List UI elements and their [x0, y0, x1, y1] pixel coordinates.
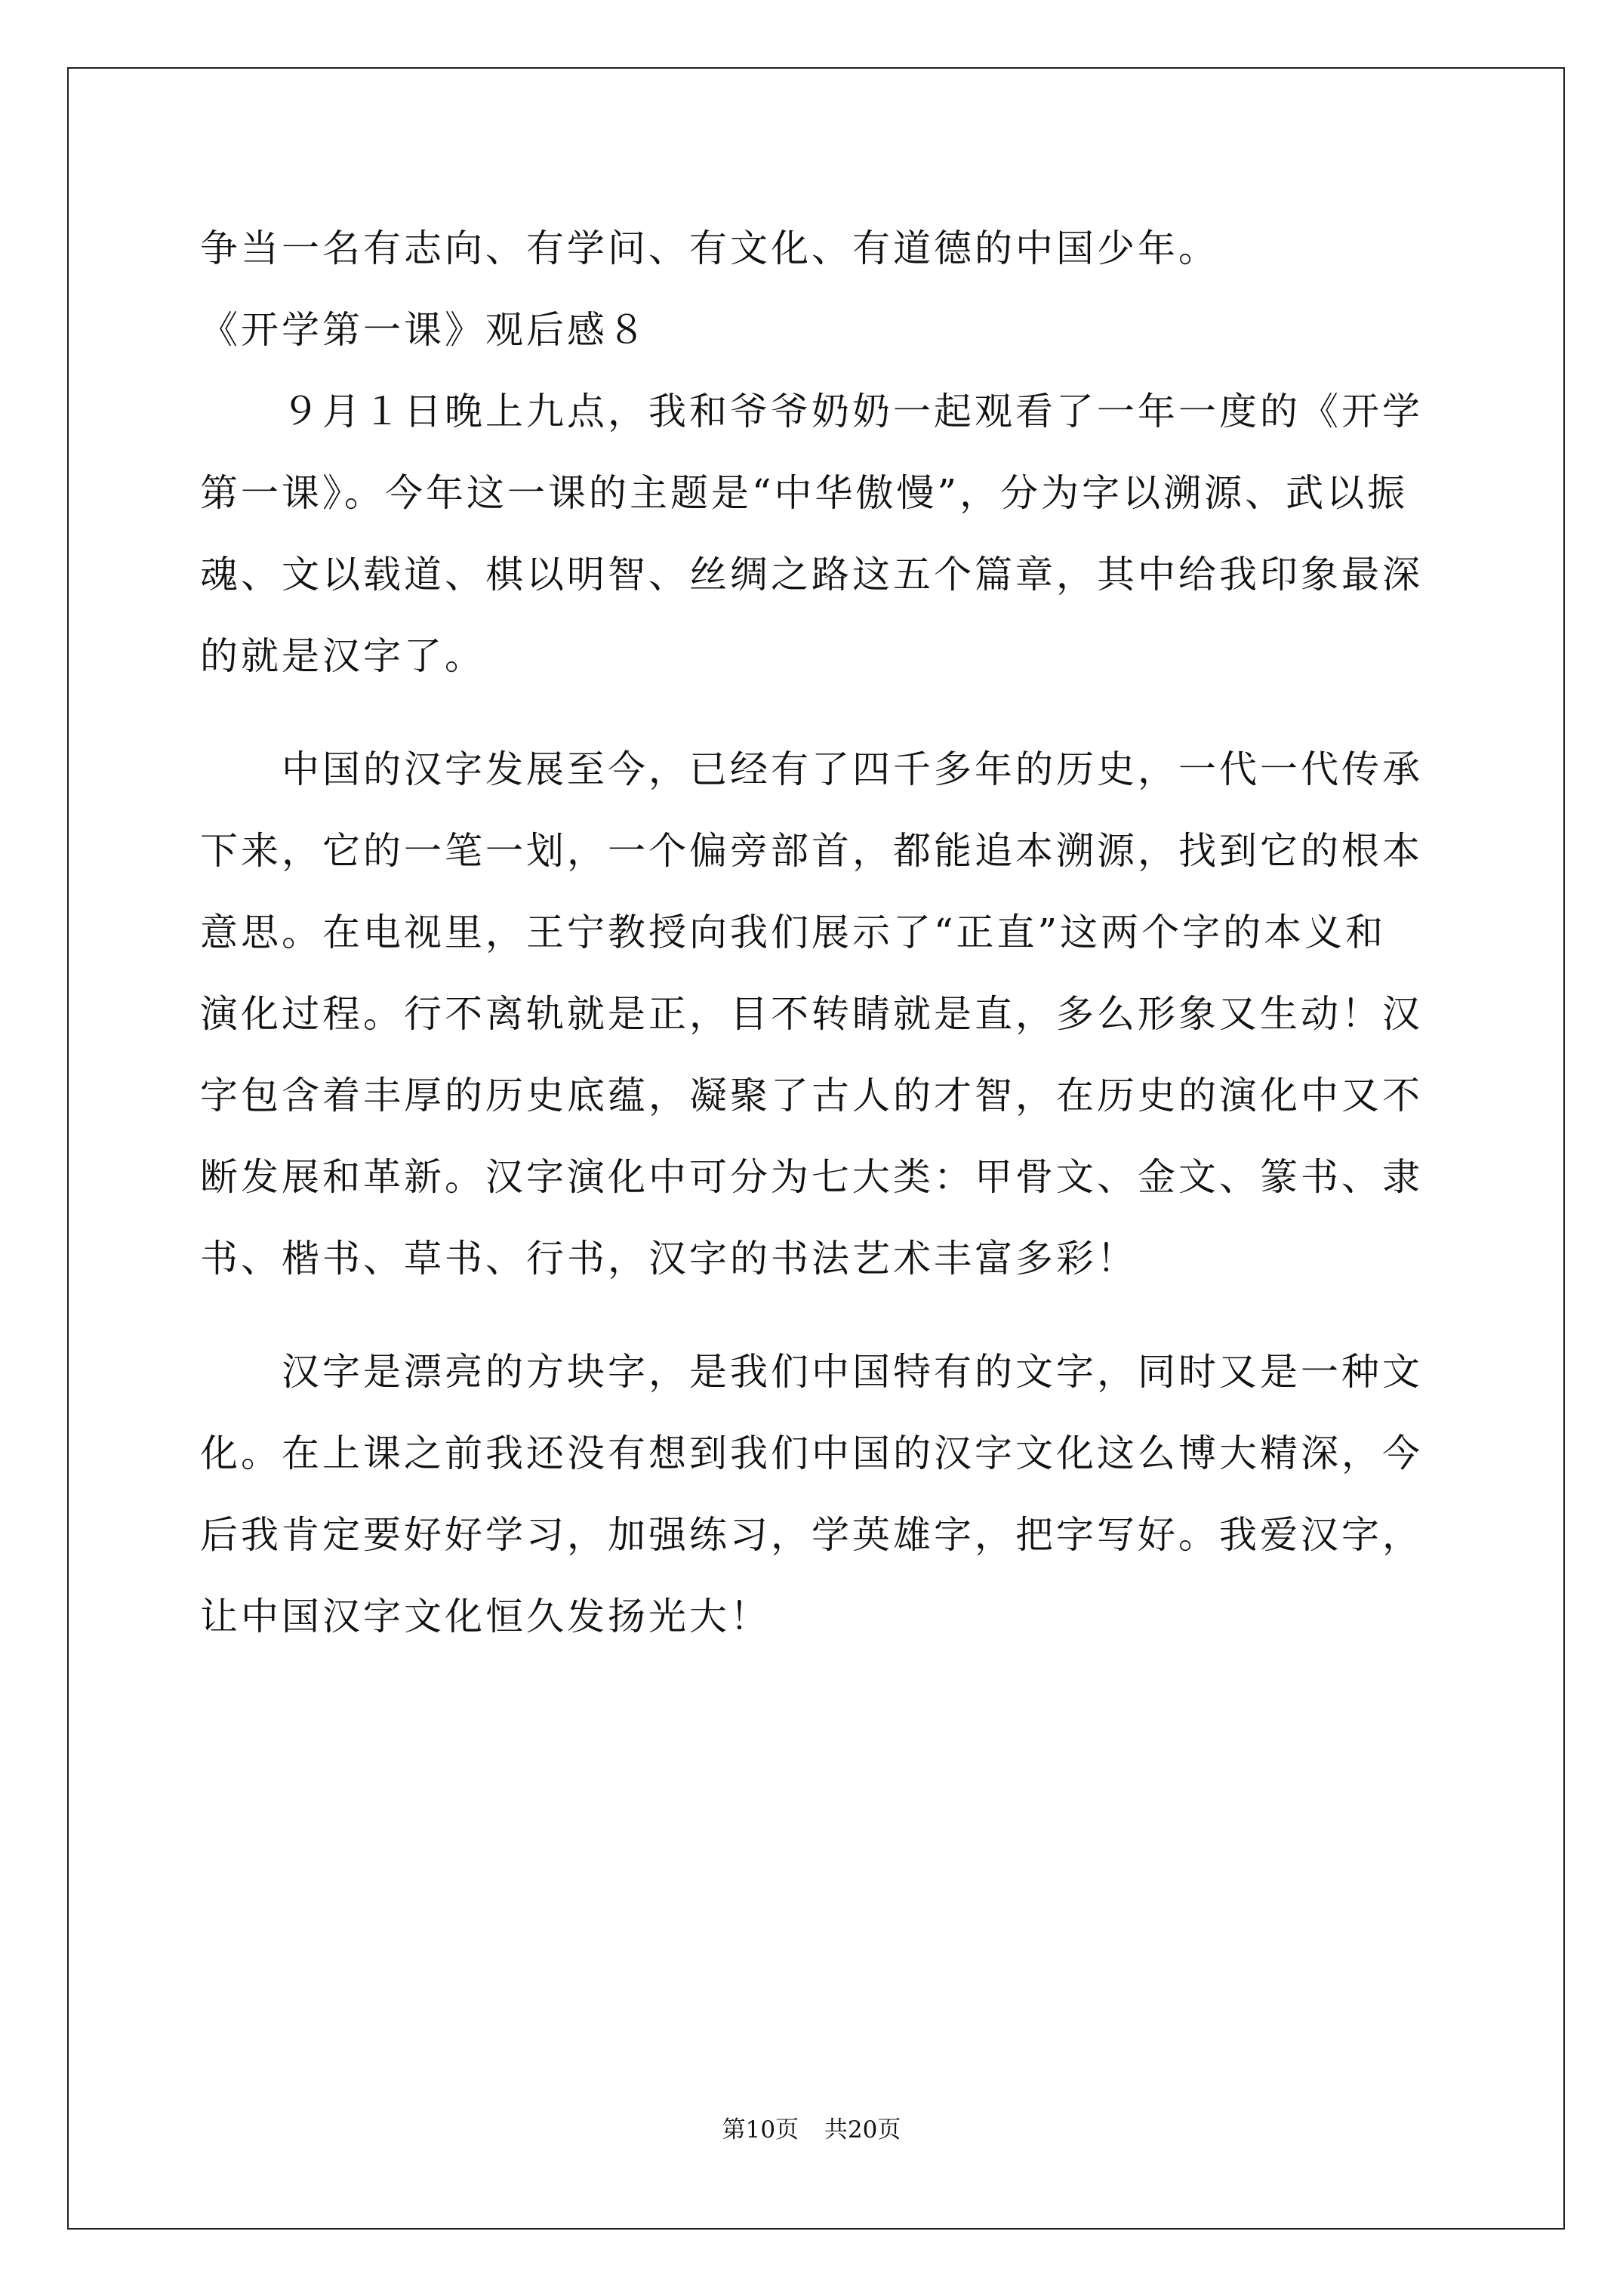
document-body: [200, 208, 1423, 1657]
text-line: 化。在上课之前我还没有想到我们中国的汉字文化这么博大精深，今: [200, 1432, 1423, 1475]
paragraph-gap: [200, 1299, 1423, 1331]
text-line: 下来，它的一笔一划，一个偏旁部首，都能追本溯源，找到它的根本: [200, 829, 1423, 873]
paragraph-gap: [200, 697, 1423, 729]
text-line: 书、楷书、草书、行书，汉字的书法艺术丰富多彩！: [200, 1237, 1138, 1281]
page-number-current: 第10页: [722, 2116, 799, 2143]
text-line: 让中国汉字文化恒久发扬光大！: [200, 1595, 771, 1638]
text-line: 争当一名有志向、有学问、有文化、有道德的中国少年。: [200, 227, 1219, 270]
essay-title: 《开学第一课》观后感８: [200, 308, 648, 352]
text-line: 断发展和革新。汉字演化中可分为七大类：甲骨文、金文、篆书、隶: [200, 1155, 1423, 1199]
text-line: 汉字是漂亮的方块字，是我们中国特有的文字，同时又是一种文: [200, 1350, 1423, 1394]
text-line: 中国的汉字发展至今，已经有了四千多年的历史，一代一代传承: [200, 747, 1423, 791]
text-line: ９月１日晚上九点，我和爷爷奶奶一起观看了一年一度的《开学: [200, 390, 1423, 433]
page-number-total: 共20页: [824, 2116, 901, 2143]
text-line: 意思。在电视里，王宁教授向我们展示了“正直”这两个字的本义和: [200, 911, 1387, 954]
text-line: 魂、文以载道、棋以明智、丝绸之路这五个篇章，其中给我印象最深: [200, 553, 1423, 596]
text-line: 第一课》。今年这一课的主题是“中华傲慢”，分为字以溯源、武以振: [200, 471, 1409, 515]
text-line: 后我肯定要好好学习，加强练习，学英雄字，把字写好。我爱汉字，: [200, 1513, 1423, 1557]
page-footer: [0, 2110, 1623, 2144]
text-line: 的就是汉字了。: [200, 634, 485, 678]
text-line: 演化过程。行不离轨就是正，目不转睛就是直，多么形象又生动！汉: [200, 992, 1423, 1036]
text-line: 字包含着丰厚的历史底蕴，凝聚了古人的才智，在历史的演化中又不: [200, 1074, 1423, 1117]
